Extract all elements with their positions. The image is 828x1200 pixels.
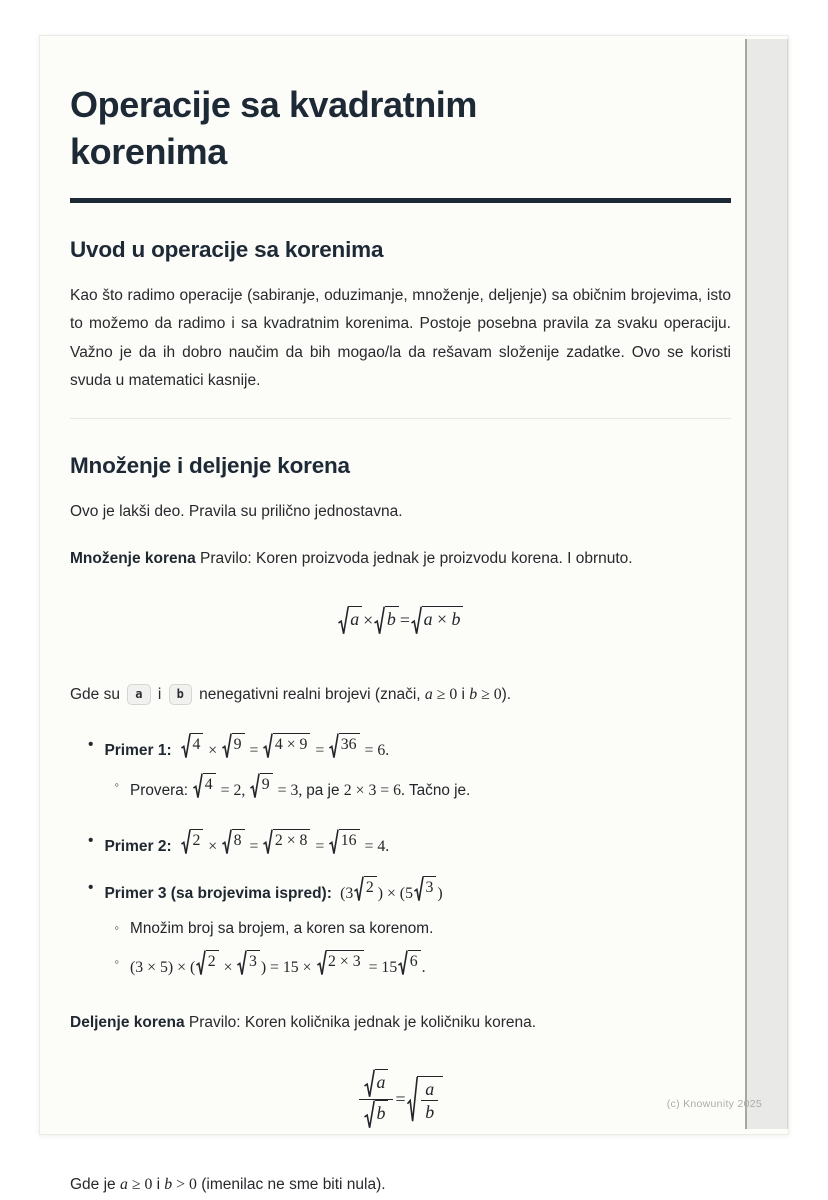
div-condition-pre: Gde je — [70, 1176, 116, 1194]
div-formula — [70, 1069, 731, 1130]
code-badge-b: b — [169, 684, 192, 706]
sqrt-radical: 9 — [222, 733, 244, 759]
watermark: (c) Knowunity 2025 — [666, 1098, 762, 1110]
list-item — [88, 876, 731, 990]
example-label: Primer 1: — [104, 742, 172, 760]
circle-bullet-icon: ◦ — [114, 954, 120, 970]
mult-formula-math: a × b = a × b — [337, 606, 465, 635]
div-condition-post: (imenilac ne sme biti nula). — [201, 1176, 386, 1194]
section-heading-intro: Uvod u operacije sa korenima — [70, 236, 384, 262]
mult-condition-pre: Gde su — [70, 685, 120, 703]
sqrt-radical: 4 — [181, 733, 203, 759]
div-condition — [70, 1170, 731, 1200]
fraction: $\frac{a}{b}$ — [421, 1078, 438, 1124]
sqrt-radical: 2 — [181, 829, 203, 855]
example-label: Primer 3 (sa brojevima ispred): — [104, 884, 332, 902]
radical-sign-icon — [181, 829, 190, 855]
example-math: 2 × 8 = 2 × 8 = 16 = 4. — [180, 838, 389, 855]
mult-rule-paragraph — [70, 545, 731, 574]
page-title: Operacije sa kvadratnim korenima — [70, 84, 478, 172]
sqrt-radical: 3 — [414, 876, 436, 902]
sqrt-radical: a — [364, 1069, 389, 1098]
mult-formula — [70, 606, 731, 640]
radical-sign-icon — [374, 606, 385, 635]
intro-paragraph: Kao što radimo operacije (sabiranje, oduzimanje, množenje, deljenje) sa običnim brojevima, isto to možemo da radimo i sa kvadratnim korenima. Postoje posebna pravila za svaku operaciju. Važno je da ih dobro naučim da bih mogao/la da rešavam složenije zadatke. Ovo se koristi svuda u matematici kasnije. — [70, 286, 731, 390]
sqrt-radical — [407, 1076, 444, 1124]
sqrt-radical: 6 — [398, 950, 420, 976]
sqrt-radical: 3 — [237, 950, 259, 976]
radical-sign-icon — [193, 773, 202, 799]
sqrt-radical: 2 × 3 — [317, 950, 364, 976]
radical-sign-icon — [354, 876, 363, 902]
radical-sign-icon — [338, 606, 349, 635]
list-item — [88, 733, 731, 812]
examples-list — [70, 733, 731, 989]
mult-condition-end: ). — [501, 685, 512, 703]
circle-bullet-icon: ◦ — [114, 777, 120, 793]
page-edge-strip — [745, 39, 788, 1129]
radical-sign-icon — [222, 829, 231, 855]
mult-rule-text: Pravilo: Koren proizvoda jednak je proizvodu korena. I obrnuto. — [195, 550, 633, 568]
title-rule — [70, 198, 731, 203]
code-badge-a: a — [127, 684, 150, 706]
div-rule-text: Pravilo: Koren količnika jednak je količniku korena. — [184, 1013, 537, 1031]
example-label: Primer 2: — [104, 837, 172, 855]
sqrt-radical: b — [374, 606, 399, 635]
mult-condition-post: nenegativni realni brojevi (znači, — [199, 685, 421, 703]
sub-example-math: Množim broj sa brojem, a koren sa korenom. — [130, 919, 434, 937]
sqrt-radical: a — [338, 606, 363, 635]
mult-condition-math: a ≥ 0 i b ≥ 0 — [424, 685, 502, 703]
sqrt-radical: 2 — [196, 950, 218, 976]
radical-sign-icon — [414, 876, 423, 902]
section-heading-mult-div: Množenje i deljenje korena — [70, 452, 350, 478]
radical-sign-icon — [250, 773, 259, 799]
sub-example-math: (3 × 5) × ( 2 × 3 ) = 15 × 2 × 3 = 15 6 . — [130, 950, 426, 980]
bullet-icon: • — [88, 878, 94, 896]
sqrt-radical: 36 — [329, 733, 359, 759]
radical-sign-icon — [364, 1100, 375, 1129]
radical-sign-icon — [317, 950, 326, 976]
radical-sign-icon — [263, 733, 272, 759]
sqrt-radical: a × b — [411, 606, 464, 635]
div-formula-math: $\frac{a}{b}$ = $\frac{a}{b}$ — [357, 1069, 444, 1130]
sqrt-radical: 2 × 8 — [263, 829, 310, 855]
fraction — [359, 1069, 394, 1130]
circle-bullet-icon: ◦ — [114, 919, 120, 935]
bullet-icon: • — [88, 736, 94, 754]
document-page — [39, 35, 789, 1194]
sqrt-radical: 4 — [193, 773, 215, 799]
sqrt-radical: 16 — [329, 829, 359, 855]
sqrt-radical: 8 — [222, 829, 244, 855]
div-condition-math: a ≥ 0 i b > 0 — [119, 1176, 197, 1194]
radical-sign-icon — [329, 733, 338, 759]
mult-div-intro: Ovo je lakši deo. Pravila su prilično jednostavna. — [70, 502, 403, 520]
bullet-icon: • — [88, 831, 94, 849]
sub-list-item — [114, 916, 442, 942]
radical-sign-icon — [398, 950, 407, 976]
mult-condition — [70, 680, 731, 710]
radical-sign-icon — [411, 606, 422, 635]
mult-condition-conj: i — [157, 685, 162, 703]
radical-sign-icon — [237, 950, 246, 976]
sub-list — [104, 916, 442, 981]
sqrt-radical: b — [364, 1100, 389, 1129]
sub-example-math: Provera: 4 = 2, 9 = 3, pa je 2 × 3 = 6. Tačno je. — [130, 773, 470, 804]
radical-sign-icon — [329, 829, 338, 855]
mult-rule-lead: Množenje korena — [70, 550, 196, 568]
radical-sign-icon — [222, 733, 231, 759]
example-math: (3 2 ) × (5 3 ) — [340, 885, 442, 902]
sqrt-radical: 2 — [354, 876, 376, 902]
sub-list-item — [114, 773, 470, 804]
sub-list-item — [114, 950, 442, 980]
radical-sign-icon — [181, 733, 190, 759]
radical-sign-icon — [364, 1069, 375, 1098]
document-content — [70, 36, 731, 1200]
radical-sign-icon — [407, 1076, 418, 1124]
example-math: 4 × 9 = 4 × 9 = 36 = 6. — [180, 742, 389, 759]
radical-sign-icon — [196, 950, 205, 976]
div-rule-lead: Deljenje korena — [70, 1013, 185, 1031]
sqrt-radical: 4 × 9 — [263, 733, 310, 759]
sqrt-radical: 9 — [250, 773, 272, 799]
div-rule-paragraph — [70, 1009, 731, 1038]
section-divider — [70, 418, 731, 419]
radical-sign-icon — [263, 829, 272, 855]
list-item — [88, 829, 731, 860]
sub-list — [104, 773, 470, 804]
